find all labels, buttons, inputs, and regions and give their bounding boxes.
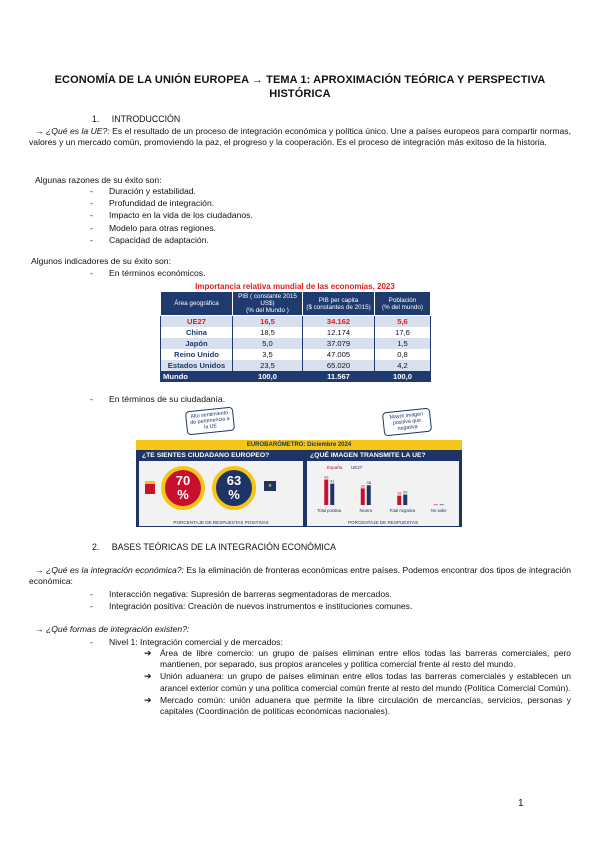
eu-percentage: 63 % bbox=[212, 466, 256, 510]
bar-eu bbox=[440, 504, 444, 505]
list-item: - Nivel 1: Integración comercial y de mercados: bbox=[109, 636, 549, 648]
list-item: - Capacidad de adaptación. bbox=[109, 234, 409, 246]
eu-flag-icon: ★ bbox=[264, 481, 276, 491]
question-label: ¿Qué es la integración económica?: bbox=[46, 565, 184, 575]
forms-question: → ¿Qué formas de integración existen?: bbox=[35, 624, 190, 634]
list-item: - En términos de su ciudadanía. bbox=[109, 393, 409, 405]
bar-eu bbox=[403, 495, 407, 505]
bar-value-label: 38 bbox=[366, 480, 371, 486]
forms-list bbox=[109, 636, 549, 648]
section-2-heading bbox=[92, 542, 336, 553]
section-1-title: INTRODUCCIÓN bbox=[111, 114, 181, 124]
panel-left-title: ¿TE SIENTES CIUDADANO EUROPEO? bbox=[139, 451, 303, 461]
bubble-belonging: Alto sentimiento de pertenencia a la UE bbox=[185, 407, 235, 436]
table-row: Japón 5,0 37.079 1,5 bbox=[161, 338, 431, 349]
document-title bbox=[40, 73, 560, 101]
bar-spain bbox=[324, 480, 328, 505]
bar-category-label: No sabe bbox=[430, 508, 447, 513]
list-item: - Modelo para otras regiones. bbox=[109, 222, 409, 234]
economy-table bbox=[160, 291, 431, 382]
economy-table-figure bbox=[160, 291, 431, 382]
what-is-eu-paragraph bbox=[29, 126, 571, 148]
panel-right-title: ¿QUÉ IMAGEN TRANSMITE LA UE? bbox=[307, 451, 459, 461]
table-row: China 18,5 12.174 17,6 bbox=[161, 327, 431, 338]
list-item: - Profundidad de integración. bbox=[109, 197, 409, 209]
integration-forms-list bbox=[144, 648, 571, 718]
indicators-economic bbox=[109, 267, 409, 279]
reasons-intro: Algunas razones de su éxito son: bbox=[35, 175, 162, 185]
table-row-world: Mundo 100,0 11.567 100,0 bbox=[161, 371, 431, 382]
list-item: - En términos económicos. bbox=[109, 267, 409, 279]
question-answer: Es la eliminación de fronteras económicas entre países. Podemos encontrar dos tipos de integración económica: bbox=[29, 565, 572, 587]
list-item: - Interacción negativa: Supresión de barreras segmentadoras de mercados. bbox=[109, 588, 549, 600]
section-1-heading bbox=[92, 114, 180, 125]
indicators-citizen bbox=[109, 393, 409, 405]
bar-value-label: 32 bbox=[360, 483, 365, 489]
header-gdp: PIB ( constante 2015 US$) (% del Mundo ) bbox=[233, 292, 303, 316]
reasons-list bbox=[109, 185, 409, 246]
question-label: ¿Qué es la UE?: bbox=[46, 126, 110, 136]
list-item: - Impacto en la vida de los ciudadanos. bbox=[109, 209, 409, 221]
table-row: Reino Unido 3,5 47.005 0,8 bbox=[161, 349, 431, 360]
table-title: Importancia relativa mundial de las economías, 2023 bbox=[195, 282, 395, 291]
table-row: UE27 16,5 34.162 5,6 bbox=[161, 316, 431, 328]
bubble-positive-image: Mayor imagen positiva que negativa bbox=[382, 408, 432, 437]
list-item: - Duración y estabilidad. bbox=[109, 185, 409, 197]
legend-spain: España bbox=[327, 465, 343, 470]
section-2-number: 2. bbox=[92, 542, 100, 552]
bar-eu bbox=[367, 485, 371, 505]
header-area: Área geográfica bbox=[161, 292, 233, 316]
eu-image-bar-chart bbox=[311, 471, 457, 517]
section-1-number: 1. bbox=[92, 114, 100, 124]
bar-value-label: 49 bbox=[324, 474, 329, 480]
indicators-intro: Algunos indicadores de su éxito son: bbox=[31, 256, 171, 266]
bar-value-label: 41 bbox=[330, 478, 335, 484]
spain-flag-icon bbox=[145, 481, 155, 494]
question-arrow: → bbox=[35, 565, 44, 575]
panel-european-citizen bbox=[139, 451, 303, 526]
bar-eu bbox=[330, 484, 334, 505]
question-answer: Es el resultado de un proceso de integración económica y política único. Une a países europeos para compartir normas, valores y un mercado común, promoviendo la paz, el progreso y la cooperación. Es el proceso de integración más exitoso de la historia. bbox=[29, 126, 571, 148]
title-line-2: HISTÓRICA bbox=[269, 88, 331, 100]
bar-category-label: Total positiva bbox=[317, 508, 342, 513]
panel-eu-image bbox=[307, 451, 459, 526]
title-line-1: ECONOMÍA DE LA UNIÓN EUROPEA → TEMA 1: APROXIMACIÓN TEÓRICA Y PERSPECTIVA bbox=[54, 74, 546, 86]
table-row: Estados Unidos 23,5 65.020 4,2 bbox=[161, 360, 431, 371]
table-header-row bbox=[161, 292, 431, 316]
integration-paragraph bbox=[29, 565, 571, 587]
header-gdp-per-capita: PIB per capita ($ constantes de 2015) bbox=[303, 292, 375, 316]
spain-percentage: 70 % bbox=[161, 466, 205, 510]
panel-right-footer: PORCENTAJE DE RESPUESTAS bbox=[347, 520, 419, 525]
bar-value-label: 18 bbox=[397, 490, 402, 496]
list-item: ➔ Unión aduanera: un grupo de países eliminan entre ellos todas las barreras comerciales y establecen un arancel exterior común y una política comercial común frente al resto del mundo (Política Comercial Común). bbox=[144, 671, 571, 693]
section-2-title: BASES TEÓRICAS DE LA INTEGRACIÓN ECONÓMICA bbox=[111, 542, 337, 552]
panel-left-footer: PORCENTAJE DE RESPUESTAS POSITIVAS bbox=[173, 520, 269, 525]
eurobarometer-banner: EUROBARÓMETRO: Diciembre 2024 bbox=[136, 440, 462, 450]
bar-category-label: Neutra bbox=[359, 508, 373, 513]
list-item: ➔ Área de libre comercio: un grupo de países eliminan entre ellos todas las barreras comerciales, pero mantienen, por separado, sus propios aranceles y política comercial frente al resto del mundo. bbox=[144, 648, 571, 670]
list-item: - Integración positiva: Creación de nuevos instrumentos e instituciones comunes. bbox=[109, 600, 549, 612]
bar-category-label: Total negativa bbox=[389, 508, 416, 513]
integration-types-list bbox=[109, 588, 549, 612]
list-item: ➔ Mercado común: unión aduanera que permite la libre circulación de mercancías, servicios, personas y capitales (Coordinación de políticas económicas nacionales). bbox=[144, 694, 571, 717]
bar-value-label: 20 bbox=[403, 489, 408, 495]
header-population: Población (% del mundo) bbox=[375, 292, 431, 316]
question-arrow: → bbox=[35, 126, 44, 136]
bar-spain bbox=[361, 488, 365, 505]
bar-spain bbox=[434, 504, 438, 505]
legend-eu: UE27 bbox=[351, 465, 363, 470]
eurobarometer-figure bbox=[136, 440, 462, 527]
bar-spain bbox=[397, 496, 401, 505]
page-number: 1 bbox=[518, 798, 524, 809]
